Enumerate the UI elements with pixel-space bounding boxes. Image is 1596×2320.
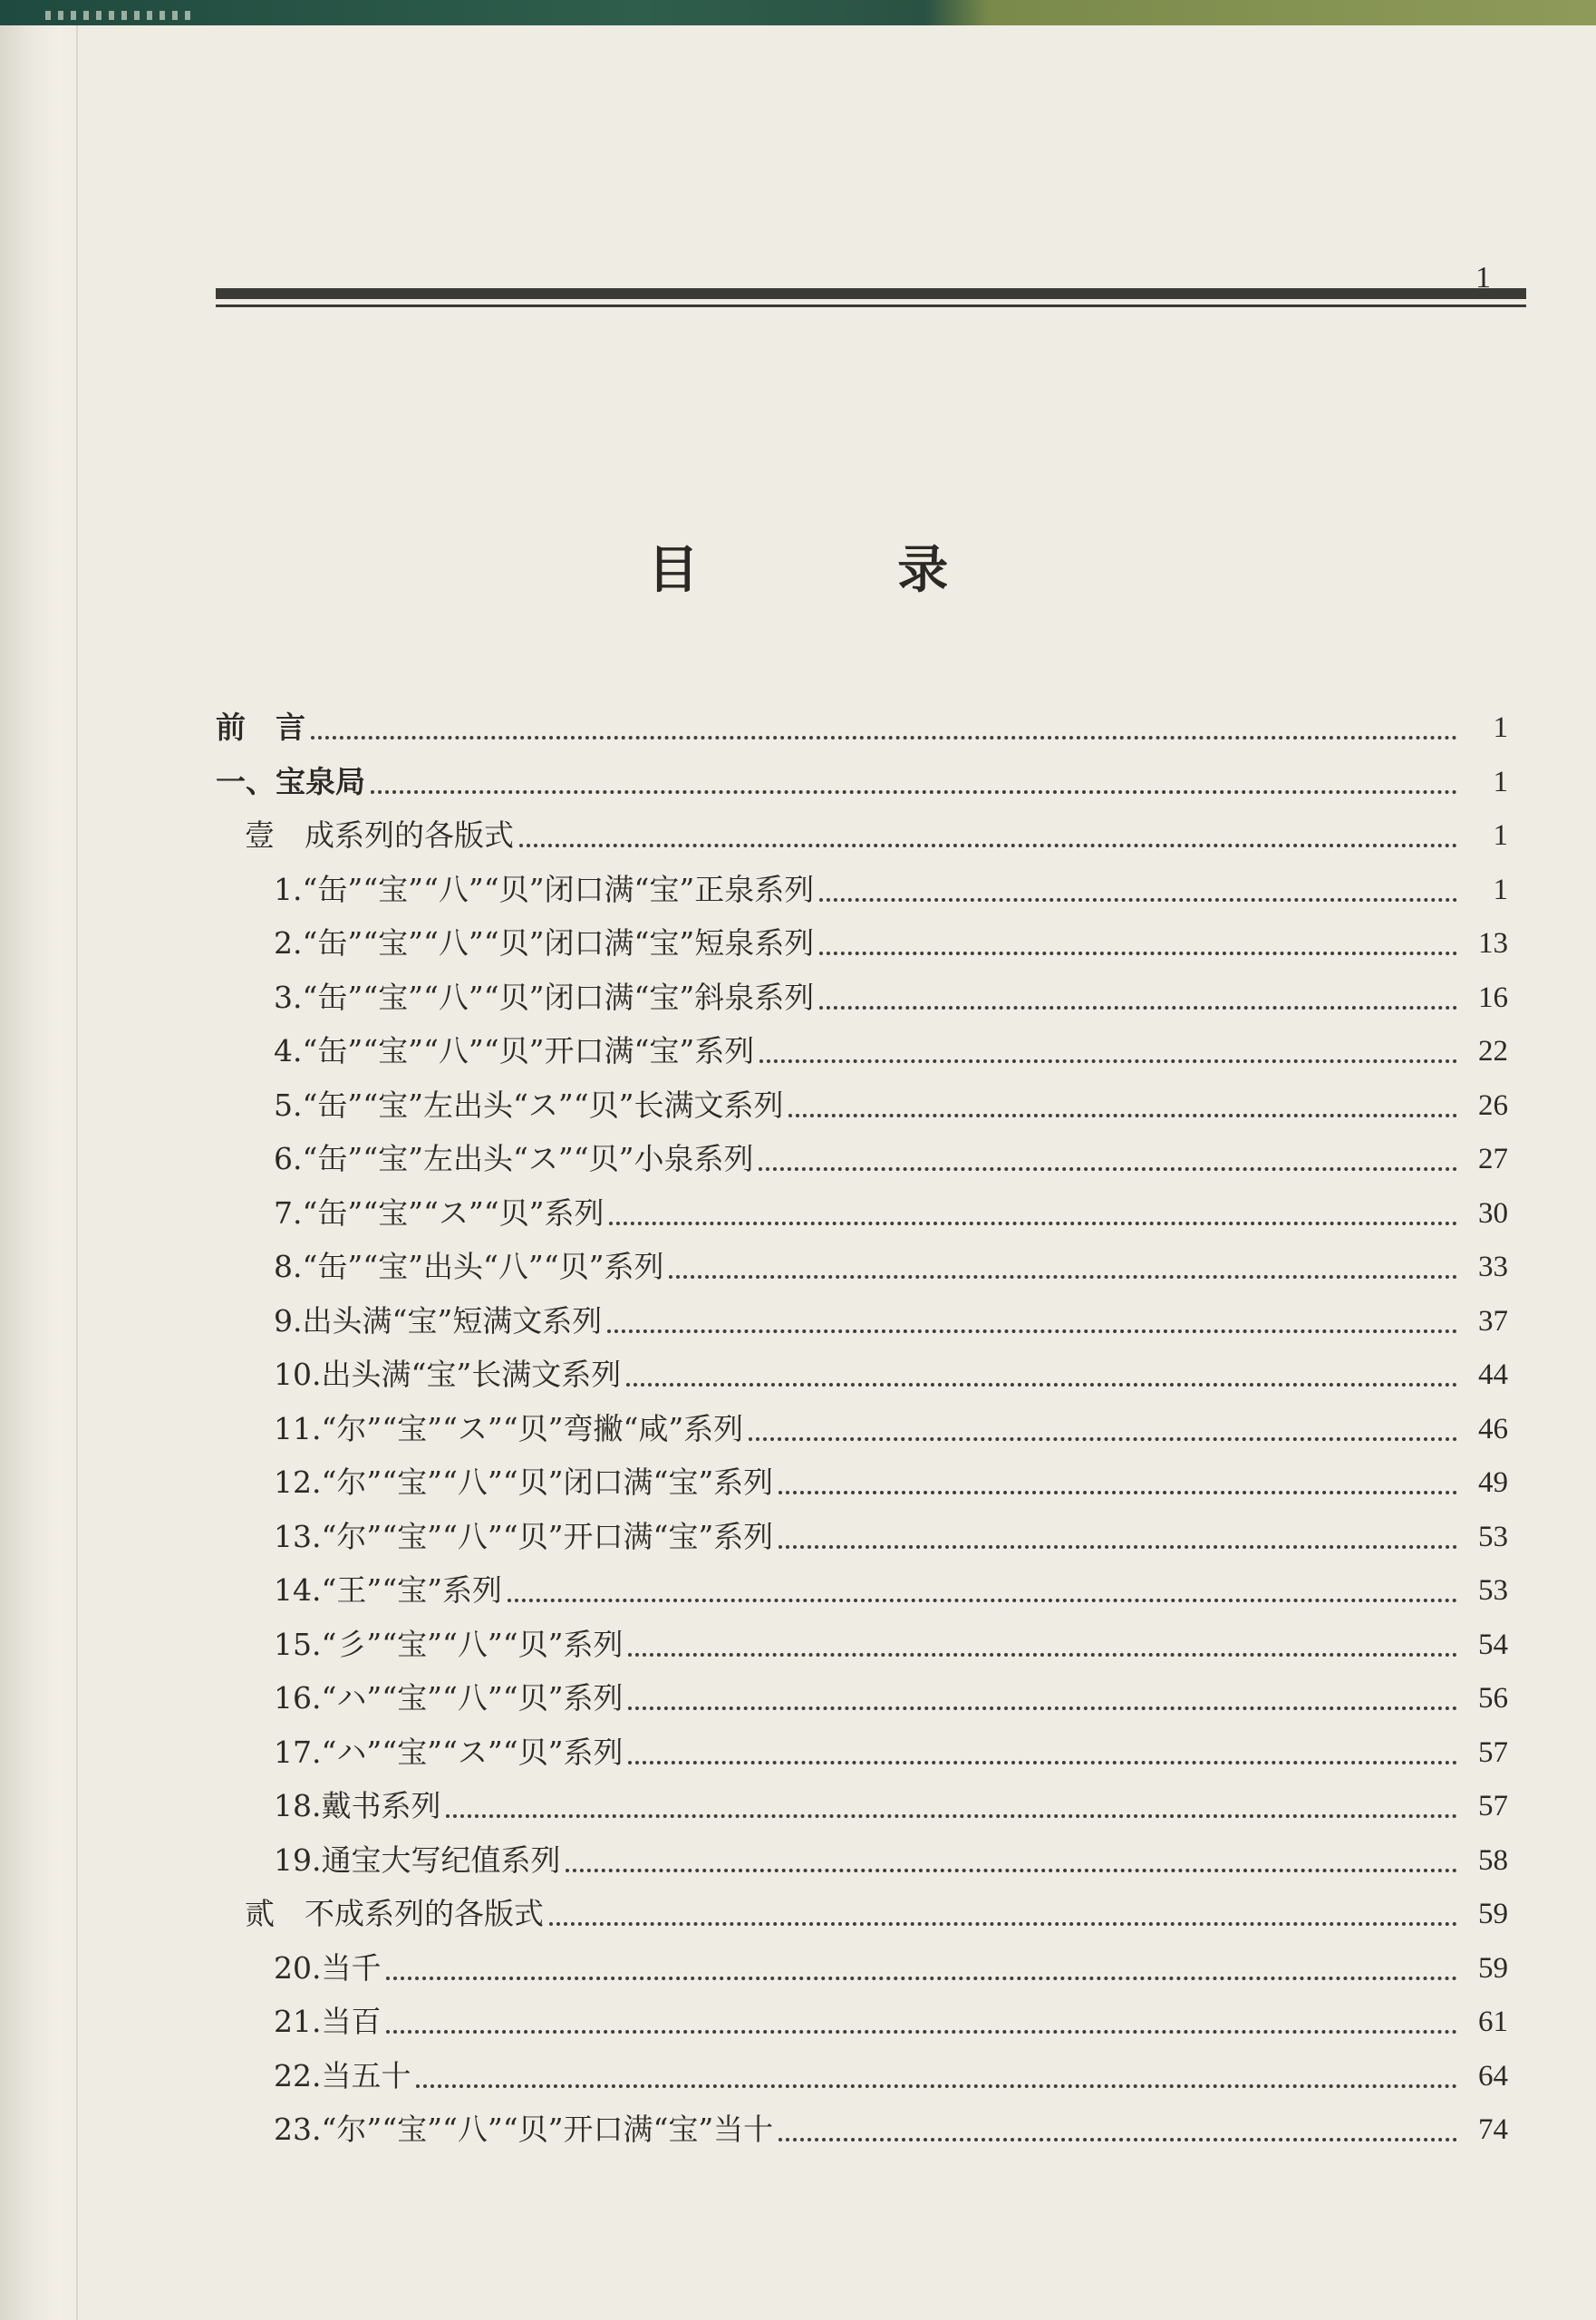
toc-entry[interactable] bbox=[274, 1622, 1508, 1668]
toc-entry[interactable] bbox=[274, 2054, 1508, 2099]
toc-leader-dots bbox=[508, 1599, 1457, 1602]
toc-leader-dots bbox=[819, 952, 1457, 955]
toc-entry-label: 6.“缶”“宝”左出头“ス”“贝”小泉系列 bbox=[274, 1141, 754, 1176]
toc-entry[interactable] bbox=[274, 1460, 1508, 1505]
toc-entry[interactable] bbox=[274, 1838, 1508, 1883]
toc-entry-page: 64 bbox=[1478, 2060, 1508, 2093]
toc-entry-page: 1 bbox=[1493, 874, 1508, 906]
toc-entry-page: 1 bbox=[1493, 819, 1508, 852]
toc-entry-label: 5.“缶”“宝”左出头“ス”“贝”长满文系列 bbox=[274, 1088, 784, 1123]
toc-leader-dots bbox=[779, 2138, 1457, 2141]
toc-entry[interactable] bbox=[274, 1244, 1508, 1290]
toc-entry-label: 13.“尔”“宝”“八”“贝”开口满“宝”系列 bbox=[274, 1519, 774, 1554]
toc-leader-dots bbox=[788, 1114, 1457, 1117]
toc-entry-label: 7.“缶”“宝”“ス”“贝”系列 bbox=[274, 1195, 605, 1231]
toc-entry[interactable] bbox=[216, 705, 1508, 750]
page-number: 1 bbox=[1475, 261, 1491, 295]
toc-entry-label: 8.“缶”“宝”出头“八”“贝”系列 bbox=[274, 1249, 664, 1284]
toc-entry-page: 30 bbox=[1478, 1197, 1508, 1230]
toc-leader-dots bbox=[749, 1437, 1457, 1441]
toc-leader-dots bbox=[386, 1977, 1457, 1980]
toc-entry[interactable] bbox=[274, 1136, 1508, 1182]
toc-entry-label: 3.“缶”“宝”“八”“贝”闭口满“宝”斜泉系列 bbox=[274, 980, 815, 1015]
toc-entry[interactable] bbox=[245, 813, 1508, 858]
toc-entry[interactable] bbox=[274, 1299, 1508, 1344]
toc-entry-page: 54 bbox=[1478, 1629, 1508, 1661]
toc-leader-dots bbox=[819, 1006, 1457, 1010]
toc-entry[interactable] bbox=[245, 1891, 1508, 1937]
toc-entry-label: 1.“缶”“宝”“八”“贝”闭口满“宝”正泉系列 bbox=[274, 872, 815, 907]
toc-entry-label: 17.“ハ”“宝”“ス”“贝”系列 bbox=[274, 1735, 624, 1770]
toc-leader-dots bbox=[669, 1275, 1457, 1279]
toc-entry-label: 16.“ハ”“宝”“八”“贝”系列 bbox=[274, 1680, 624, 1716]
toc-leader-dots bbox=[779, 1491, 1457, 1494]
toc-entry[interactable] bbox=[274, 1352, 1508, 1397]
toc-leader-dots bbox=[311, 736, 1457, 740]
toc-entry-page: 33 bbox=[1478, 1251, 1508, 1283]
toc-entry-label: 18.戴书系列 bbox=[274, 1788, 441, 1823]
toc-entry-label: 贰 不成系列的各版式 bbox=[245, 1896, 544, 1931]
toc-entry-label: 10.出头满“宝”长满文系列 bbox=[274, 1357, 622, 1392]
toc-entry-page: 22 bbox=[1478, 1035, 1508, 1068]
toc-entry[interactable] bbox=[274, 1730, 1508, 1775]
toc-entry-page: 53 bbox=[1478, 1521, 1508, 1553]
toc-entry[interactable] bbox=[274, 1083, 1508, 1128]
toc-entry-label: 11.“尔”“宝”“ス”“贝”弯撇“咸”系列 bbox=[274, 1411, 744, 1446]
toc-entry[interactable] bbox=[274, 1784, 1508, 1829]
toc-entry-page: 49 bbox=[1478, 1466, 1508, 1499]
toc-leader-dots bbox=[386, 2030, 1457, 2034]
toc-entry[interactable] bbox=[274, 1191, 1508, 1236]
toc-leader-dots bbox=[628, 1706, 1457, 1710]
toc-entry-label: 前 言 bbox=[216, 710, 305, 745]
toc-entry[interactable] bbox=[274, 1406, 1508, 1452]
toc-entry-label: 9.出头满“宝”短满文系列 bbox=[274, 1303, 603, 1339]
toc-entry[interactable] bbox=[274, 921, 1508, 966]
toc-entry-page: 57 bbox=[1478, 1736, 1508, 1769]
toc-entry[interactable] bbox=[274, 1676, 1508, 1721]
toc-entry-page: 37 bbox=[1478, 1305, 1508, 1338]
toc-entry-page: 59 bbox=[1478, 1898, 1508, 1930]
toc-entry-label: 19.通宝大写纪值系列 bbox=[274, 1842, 561, 1878]
toc-entry-page: 44 bbox=[1478, 1358, 1508, 1391]
toc-entry[interactable] bbox=[274, 975, 1508, 1020]
toc-entry-label: 一、宝泉局 bbox=[216, 764, 365, 799]
toc-entry-label: 21.当百 bbox=[274, 2004, 382, 2039]
toc-leader-dots bbox=[519, 844, 1457, 847]
toc-leader-dots bbox=[607, 1329, 1457, 1333]
toc-leader-dots bbox=[371, 790, 1457, 794]
toc-leader-dots bbox=[626, 1383, 1457, 1387]
toc-entry-page: 56 bbox=[1478, 1682, 1508, 1715]
toc-entry-page: 58 bbox=[1478, 1844, 1508, 1877]
toc-leader-dots bbox=[759, 1167, 1457, 1171]
toc-leader-dots bbox=[609, 1222, 1457, 1225]
toc-entry-page: 13 bbox=[1478, 927, 1508, 960]
toc-entry-page: 1 bbox=[1493, 766, 1508, 798]
toc-entry[interactable] bbox=[274, 1946, 1508, 1991]
toc-entry-page: 1 bbox=[1493, 711, 1508, 744]
toc-entry-label: 14.“王”“宝”系列 bbox=[274, 1572, 502, 1608]
toc-entry[interactable] bbox=[274, 1568, 1508, 1613]
toc-leader-dots bbox=[819, 898, 1457, 902]
toc-entry-page: 27 bbox=[1478, 1143, 1508, 1175]
toc-entry-label: 12.“尔”“宝”“八”“贝”闭口满“宝”系列 bbox=[274, 1464, 774, 1500]
toc-leader-dots bbox=[446, 1814, 1457, 1818]
toc-entry-label: 4.“缶”“宝”“八”“贝”开口满“宝”系列 bbox=[274, 1033, 755, 1068]
toc-entry-page: 53 bbox=[1478, 1574, 1508, 1607]
toc-leader-dots bbox=[566, 1869, 1457, 1872]
toc-entry-label: 2.“缶”“宝”“八”“贝”闭口满“宝”短泉系列 bbox=[274, 925, 815, 961]
toc-leader-dots bbox=[549, 1922, 1457, 1926]
toc-entry-page: 74 bbox=[1478, 2113, 1508, 2146]
toc-entry-page: 57 bbox=[1478, 1790, 1508, 1822]
toc-leader-dots bbox=[628, 1653, 1457, 1657]
toc-leader-dots bbox=[759, 1059, 1457, 1063]
toc-entry-label: 15.“彡”“宝”“八”“贝”系列 bbox=[274, 1627, 624, 1662]
toc-entry-label: 23.“尔”“宝”“八”“贝”开口满“宝”当十 bbox=[274, 2112, 774, 2147]
toc-entry[interactable] bbox=[274, 867, 1508, 913]
toc-entry[interactable] bbox=[216, 759, 1508, 805]
toc-entry-page: 16 bbox=[1478, 981, 1508, 1014]
toc-entry-page: 46 bbox=[1478, 1413, 1508, 1445]
toc-entry[interactable] bbox=[274, 1514, 1508, 1560]
toc-entry-label: 22.当五十 bbox=[274, 2058, 411, 2093]
toc-entry-label: 20.当千 bbox=[274, 1950, 382, 1986]
toc-entry-label: 壹 成系列的各版式 bbox=[245, 817, 514, 853]
toc-entry[interactable] bbox=[274, 1999, 1508, 2044]
toc-leader-dots bbox=[779, 1545, 1457, 1549]
toc-entry-page: 59 bbox=[1478, 1952, 1508, 1985]
toc-leader-dots bbox=[416, 2084, 1457, 2088]
toc-entry-page: 26 bbox=[1478, 1089, 1508, 1122]
toc-leader-dots bbox=[628, 1761, 1457, 1764]
toc-entry[interactable] bbox=[274, 1029, 1508, 1074]
toc-title: 目 录 bbox=[647, 541, 1040, 600]
toc-entry-page: 61 bbox=[1478, 2006, 1508, 2038]
toc-entry[interactable] bbox=[274, 2107, 1508, 2152]
